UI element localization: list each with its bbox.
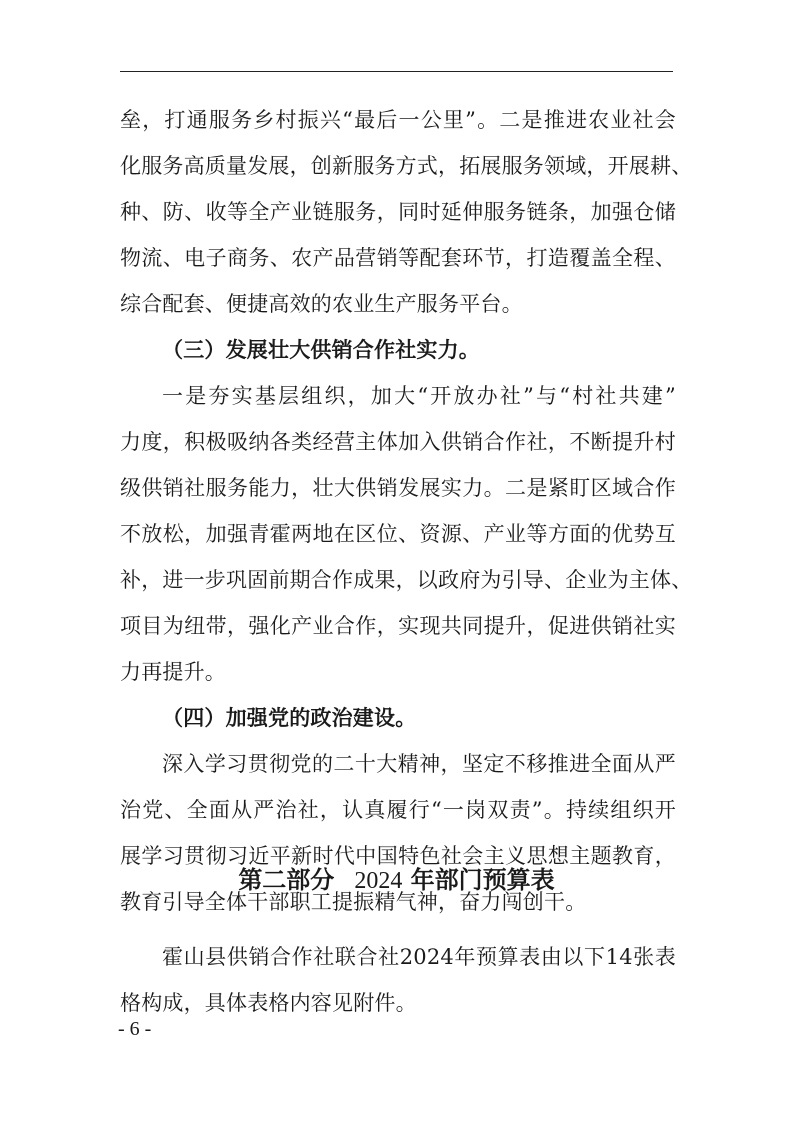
part-title-text: 年部门预算表 xyxy=(410,866,555,894)
text-line: 补，进一步巩固前期合作成果，以政府为引导、企业为主体、 xyxy=(120,568,693,592)
text-line: 不放松，加强青霍两地在区位、资源、产业等方面的优势互 xyxy=(120,522,676,546)
section-heading-4: （四）加强党的政治建设。 xyxy=(162,705,417,730)
page-number: - 6 - xyxy=(118,1018,152,1040)
text-line: 项目为纽带，强化产业合作，实现共同提升，促进供销社实 xyxy=(120,614,676,638)
text-line: 垒，打通服务乡村振兴“最后一公里”。二是推进农业社会 xyxy=(120,108,676,132)
section-heading-3: （三）发展壮大供销合作社实力。 xyxy=(162,337,480,362)
paragraph-rural-services xyxy=(120,97,693,327)
part-label: 第二部分 xyxy=(238,866,335,894)
budget-intro-paragraph xyxy=(120,934,676,1026)
text-line: 级供销社服务能力，壮大供销发展实力。二是紧盯区域合作 xyxy=(120,476,676,500)
text-line: 一是夯实基层组织，加大“开放办社”与“村社共建” xyxy=(162,384,676,408)
text-line: 霍山县供销合作社联合社2024年预算表由以下14张表 xyxy=(162,945,676,969)
budget-year: 2024 xyxy=(354,868,403,894)
document-body xyxy=(120,97,693,925)
text-line: 深入学习贯彻党的二十大精神，坚定不移推进全面从严 xyxy=(162,752,676,776)
text-line: 治党、全面从严治社，认真履行“一岗双责”。持续组织开 xyxy=(120,798,676,822)
text-line: 物流、电子商务、农产品营销等配套环节，打造覆盖全程、 xyxy=(120,246,676,270)
paragraph-party-building xyxy=(120,741,676,925)
text-line: 综合配套、便捷高效的农业生产服务平台。 xyxy=(120,292,523,316)
text-line: 化服务高质量发展，创新服务方式，拓展服务领域，开展耕、 xyxy=(120,154,693,178)
paragraph-strengthen-cooperative xyxy=(120,373,693,695)
text-line: 力度，积极吸纳各类经营主体加入供销合作社，不断提升村 xyxy=(120,430,676,454)
header-rule xyxy=(120,71,673,72)
text-line: 种、防、收等全产业链服务，同时延伸服务链条，加强仓储 xyxy=(120,200,676,224)
part-two-title xyxy=(0,860,793,895)
text-line: 展学习贯彻习近平新时代中国特色社会主义思想主题教育， xyxy=(120,844,676,868)
text-line: 格构成，具体表格内容见附件。 xyxy=(120,991,417,1015)
text-line: 力再提升。 xyxy=(120,660,226,684)
text-line: 教育引导全体干部职工提振精气神，奋力闯创干。 xyxy=(120,890,587,914)
